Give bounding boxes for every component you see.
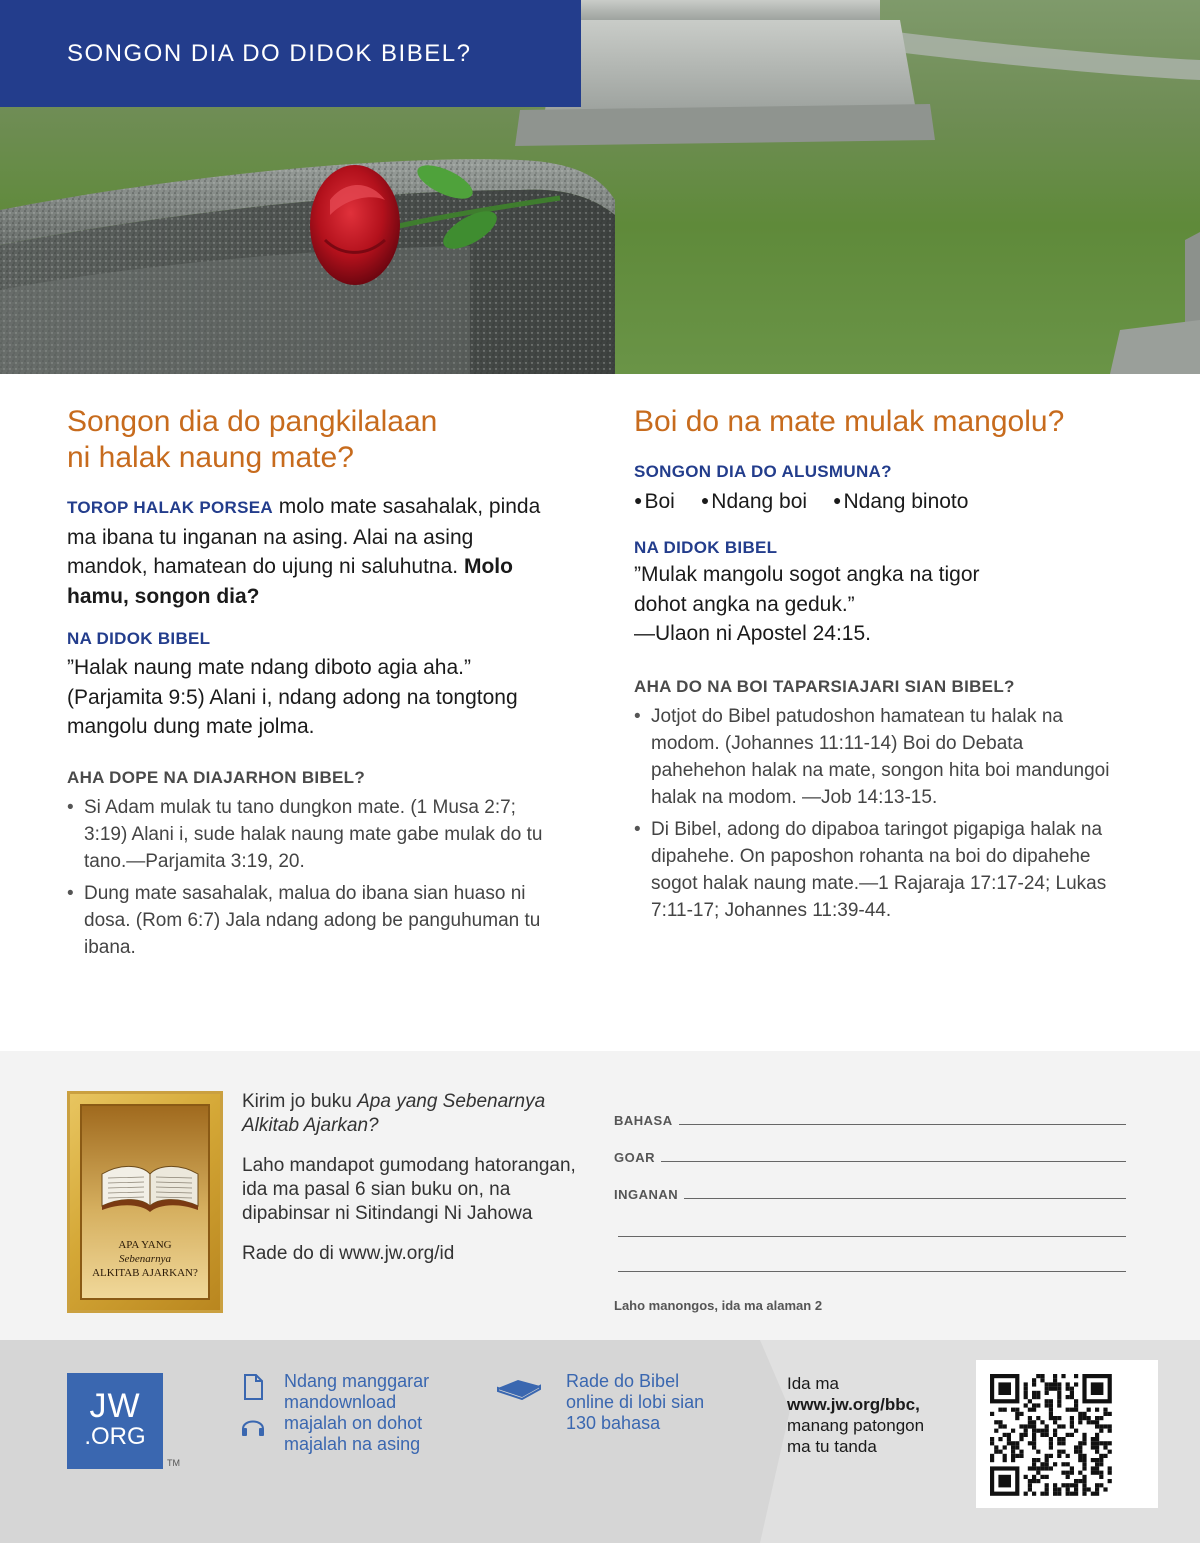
trademark: TM: [167, 1458, 180, 1468]
list-item: • Dung mate sasahalak, malua do ibana sian huaso ni dosa. (Rom 6:7) Jala ndang adong be panguhuman tu ibana.: [67, 880, 547, 961]
left-column: [67, 404, 547, 966]
section-banner: [0, 0, 581, 107]
qr-code[interactable]: [976, 1360, 1158, 1508]
list-item: • Di Bibel, adong do dipaboa taringot pigapiga halak na dipahehe. On paposhon rohanta na boi do dipahehe sogot halak naung mate.—1 Rajaraja 17:17-24; Lukas 7:11-17; Johannes 11:39-44.: [634, 816, 1114, 924]
language-label: BAHASA: [614, 1113, 673, 1128]
left-intro: [67, 492, 547, 611]
visit-url[interactable]: www.jw.org/bbc,: [787, 1395, 920, 1414]
book-title: [82, 1238, 208, 1280]
left-bullet-list: [67, 794, 547, 961]
logo-org: .ORG: [84, 1423, 146, 1450]
banner-title: SONGON DIA DO DIDOK BIBEL?: [67, 39, 472, 67]
info-text: Laho mandapot gumodang hatorangan, ida ma pasal 6 sian buku on, na dipabinsar ni Sitindangi Ni Jahowa: [242, 1155, 576, 1224]
intro-question: Molo hamu, songon dia?: [67, 555, 513, 608]
book-name: Apa yang Sebenarnya Alkitab Ajarkan?: [242, 1091, 546, 1136]
left-heading-line2: ni halak naung mate?: [67, 441, 354, 474]
jw-org-logo[interactable]: [67, 1373, 163, 1469]
right-column: [634, 404, 1134, 929]
intro-lead: TOROP HALAK PORSEA: [67, 498, 273, 517]
address-form: [614, 1091, 1126, 1272]
left-bible-quote: ”Halak naung mate ndang diboto agia aha.” (Parjamita 9:5) Alani i, ndang adong na tongtong mangolu dung mate jolma.: [67, 656, 518, 738]
quote-line2: dohot angka na geduk.”: [634, 592, 855, 616]
hero-photo: [0, 0, 1200, 374]
open-book-icon: [496, 1374, 546, 1400]
option-no: ● Ndang boi: [701, 490, 807, 514]
address-line[interactable]: [684, 1198, 1126, 1199]
name-label: GOAR: [614, 1150, 655, 1165]
address-line-2[interactable]: [618, 1202, 1126, 1237]
footer: [0, 1340, 1200, 1543]
right-bible-label: NA DIDOK BIBEL: [634, 538, 778, 557]
opinion-label: SONGON DIA DO ALUSMUNA?: [634, 462, 892, 481]
read-online-text[interactable]: Rade do di www.jw.org/id: [242, 1243, 455, 1264]
option-yes: ● Boi: [634, 490, 675, 514]
headphones-icon: [240, 1412, 266, 1438]
right-bullet-list: [634, 703, 1114, 924]
name-field[interactable]: [614, 1128, 1126, 1165]
opinion-options: [634, 490, 1134, 514]
book-title-line2: Sebenarnya: [119, 1253, 171, 1265]
name-line[interactable]: [661, 1161, 1126, 1162]
language-line[interactable]: [679, 1124, 1126, 1125]
download-text[interactable]: Ndang manggarar mandownload majalah on dohot majalah na asing: [284, 1371, 430, 1454]
left-teach-label: AHA DOPE NA DIAJARHON BIBEL?: [67, 767, 366, 787]
quote-ref: —Ulaon ni Apostel 24:15.: [634, 622, 871, 645]
right-heading: Boi do na mate mulak mangolu?: [634, 405, 1065, 438]
mail-hint: Laho manongos, ida ma alaman 2: [614, 1298, 823, 1313]
right-learn-label: AHA DO NA BOI TAPARSIAJARI SIAN BIBEL?: [634, 676, 1015, 696]
address-label: INGANAN: [614, 1187, 679, 1202]
book-cover: [67, 1091, 223, 1313]
quote-line1: ”Mulak mangolu sogot angka na tigor: [634, 563, 980, 586]
request-form-area: [0, 1051, 1200, 1340]
intro-rest: molo mate sasahalak, pinda ma ibana tu inganan na asing. Alai na asing mandok, hamatean do ujung ni saluhutna.: [67, 495, 541, 578]
visit-text: Ida ma www.jw.org/bbc, manang patongon ma tu tanda: [787, 1374, 925, 1456]
language-field[interactable]: [614, 1091, 1126, 1128]
right-bible-quote: [634, 560, 1134, 649]
bible-online-text[interactable]: Rade do Bibel online di lobi sian 130 bahasa: [566, 1371, 705, 1433]
logo-jw: JW: [89, 1387, 141, 1425]
book-title-line3: ALKITAB AJARKAN?: [92, 1267, 198, 1279]
open-bible-icon: [98, 1144, 202, 1214]
address-line-3[interactable]: [618, 1237, 1126, 1272]
send-book-text: Kirim jo buku Apa yang Sebenarnya Alkitab Ajarkan?: [242, 1091, 546, 1136]
left-bible-label: NA DIDOK BIBEL: [67, 629, 211, 648]
list-item: • Jotjot do Bibel patudoshon hamatean tu halak na modom. (Johannes 11:11-14) Boi do Debata pahehehon halak na mate, songon hita boi mandungoi halak na modom. —Job 14:13-15.: [634, 703, 1114, 811]
option-unknown: ● Ndang binoto: [833, 490, 968, 514]
document-icon: [242, 1374, 264, 1400]
form-description: [242, 1090, 587, 1282]
left-heading: [67, 404, 547, 476]
book-title-line1: APA YANG: [118, 1239, 172, 1251]
list-item: • Si Adam mulak tu tano dungkon mate. (1 Musa 2:7; 3:19) Alani i, sude halak naung mate gabe mulak do tu tano.—Parjamita 3:19, 20.: [67, 794, 547, 875]
address-field[interactable]: [614, 1165, 1126, 1202]
left-heading-line1: Songon dia do pangkilalaan: [67, 405, 438, 438]
qr-code-icon: [976, 1360, 1158, 1508]
